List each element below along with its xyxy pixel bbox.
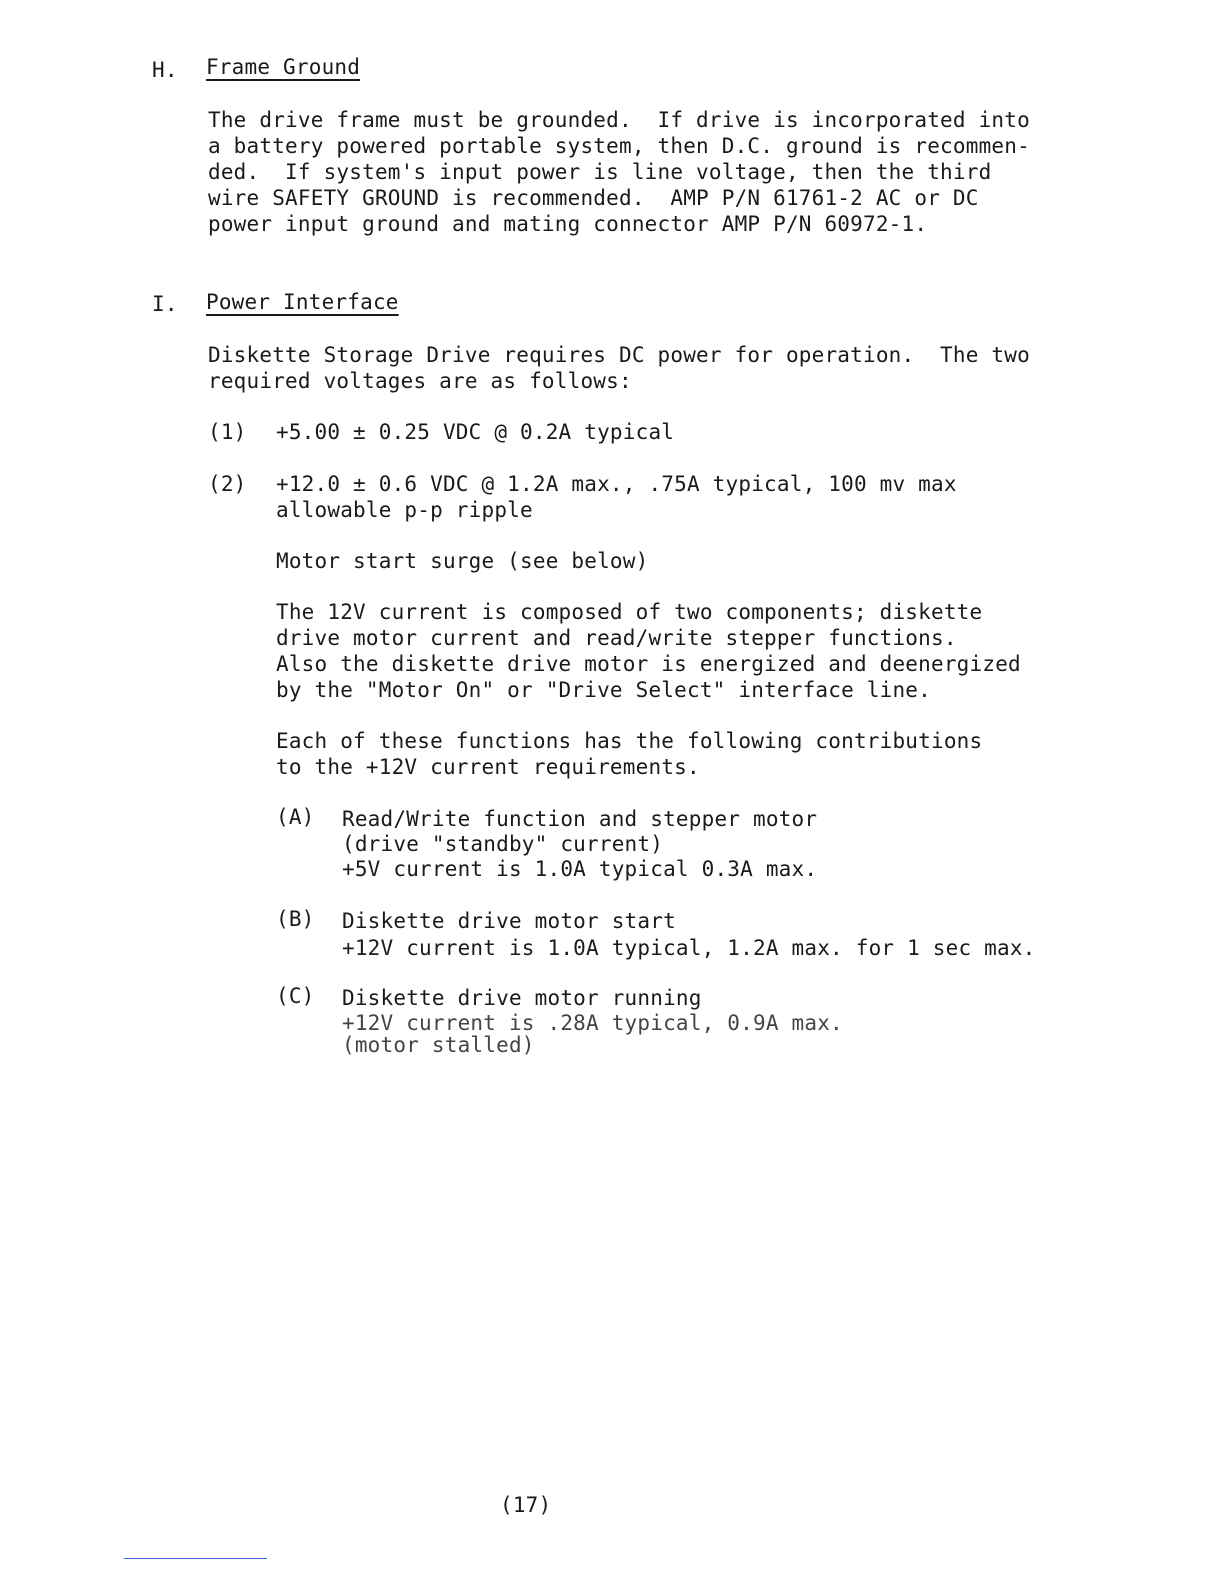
sub-b-line: +12V current is 1.0A typical, 1.2A max. for 1 sec max. <box>342 936 1036 960</box>
sub-c-label: (C) <box>276 984 315 1008</box>
item-1-text: +5.00 ± 0.25 VDC @ 0.2A typical <box>276 420 675 444</box>
each-line: Each of these functions has the following contributions <box>276 729 983 753</box>
section-i-title: Power Interface <box>206 290 399 314</box>
section-i-intro-line: Diskette Storage Drive requires DC power for operation. The two <box>208 343 1030 367</box>
sub-b-line: Diskette drive motor start <box>342 909 676 933</box>
sub-c-line: +12V current is .28A typical, 0.9A max. <box>342 1011 843 1035</box>
section-i-intro-line: required voltages are as follows: <box>208 369 632 393</box>
explain-line: Also the diskette drive motor is energized and deenergized <box>276 652 1021 676</box>
page-number: (17) <box>500 1493 552 1517</box>
section-h-line: power input ground and mating connector AMP P/N 60972-1. <box>208 212 928 236</box>
section-h-letter: H. <box>152 58 178 82</box>
sub-c-line: Diskette drive motor running <box>342 986 702 1010</box>
footer-rule <box>124 1558 267 1559</box>
sub-b-label: (B) <box>276 907 315 931</box>
explain-line: by the "Motor On" or "Drive Select" interface line. <box>276 678 931 702</box>
motor-surge-note: Motor start surge (see below) <box>276 549 649 573</box>
section-h-title: Frame Ground <box>206 55 361 79</box>
item-2-line: +12.0 ± 0.6 VDC @ 1.2A max., .75A typical, 100 mv max <box>276 472 957 496</box>
sub-a-label: (A) <box>276 805 315 829</box>
sub-c-line: (motor stalled) <box>342 1033 535 1057</box>
explain-line: drive motor current and read/write stepper functions. <box>276 626 957 650</box>
sub-a-line: (drive "standby" current) <box>342 832 664 856</box>
section-h-line: The drive frame must be grounded. If drive is incorporated into <box>208 108 1030 132</box>
section-h-line: ded. If system's input power is line voltage, then the third <box>208 160 992 184</box>
item-1-number: (1) <box>208 420 247 444</box>
section-h-line: a battery powered portable system, then D.C. ground is recommen- <box>208 134 1030 158</box>
each-line: to the +12V current requirements. <box>276 755 700 779</box>
item-2-number: (2) <box>208 472 247 496</box>
sub-a-line: Read/Write function and stepper motor <box>342 807 818 831</box>
explain-line: The 12V current is composed of two components; diskette <box>276 600 983 624</box>
item-2-line: allowable p-p ripple <box>276 498 533 522</box>
sub-a-line: +5V current is 1.0A typical 0.3A max. <box>342 857 818 881</box>
section-i-letter: I. <box>152 292 178 316</box>
section-h-line: wire SAFETY GROUND is recommended. AMP P/N 61761-2 AC or DC <box>208 186 979 210</box>
